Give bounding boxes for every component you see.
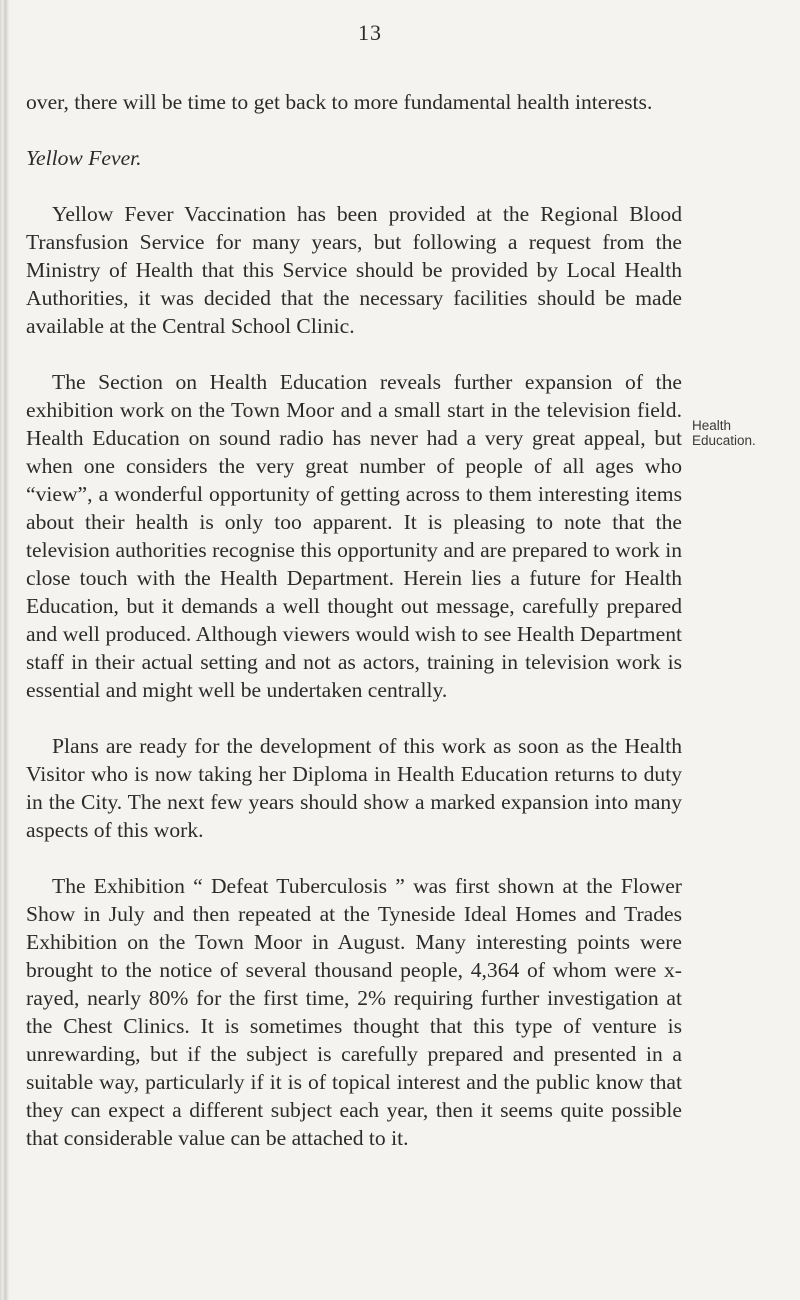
section-heading-yellow-fever: Yellow Fever.	[26, 146, 142, 170]
binding-edge	[0, 0, 9, 1300]
paragraph-yellow-fever: Yellow Fever Vaccination has been provided at the Regional Blood Transfusion Service for many years, but following a request from the Ministry of Health that this Service should be provided by Local Health Authorities, it was decided that the necessary facilities should be made available at the Central School Clinic.	[26, 202, 682, 338]
page-number: 13	[358, 20, 382, 45]
margin-note-health-education	[692, 418, 792, 448]
paragraph-exhibition: The Exhibition “ Defeat Tuberculosis ” was first shown at the Flower Show in July and then repeated at the Tyneside Ideal Homes and Trades Exhibition on the Town Moor in August. Many interesting points were brought to the notice of several thousand people, 4,364 of whom were x-rayed, nearly 80% for the first time, 2% requiring further investigation at the Chest Clinics. It is sometimes thought that this type of venture is unrewarding, but if the subject is carefully prepared and presented in a suitable way, particularly if it is of topical interest and the public know that they can expect a different subject each year, then it seems quite possible that considerable value can be attached to it.	[26, 874, 682, 1150]
margin-note-line: Education.	[692, 433, 756, 448]
paragraph-health-education: The Section on Health Education reveals further expansion of the exhibition work on the Town Moor and a small start in the television field. Health Education on sound radio has never had a very great appeal, but when one considers the very great number of people of all ages who “view”, a wonderful opportunity of getting across to them interesting items about their health is only too apparent. It is pleasing to note that the television authorities recognise this opportunity and are prepared to work in close touch with the Health Department. Herein lies a future for Health Education, but it demands a well thought out message, carefully prepared and well produced. Although viewers would wish to see Health Department staff in their actual setting and not as actors, training in television work is essential and might well be undertaken centrally.	[26, 370, 682, 702]
margin-note-line: Health	[692, 418, 732, 433]
paragraph-continuation: over, there will be time to get back to more fundamental health interests.	[26, 90, 653, 114]
page-body	[26, 88, 682, 1180]
paragraph-plans: Plans are ready for the development of this work as soon as the Health Visitor who is now taking her Diploma in Health Education returns to duty in the City. The next few years should show a marked expansion into many aspects of this work.	[26, 734, 682, 842]
